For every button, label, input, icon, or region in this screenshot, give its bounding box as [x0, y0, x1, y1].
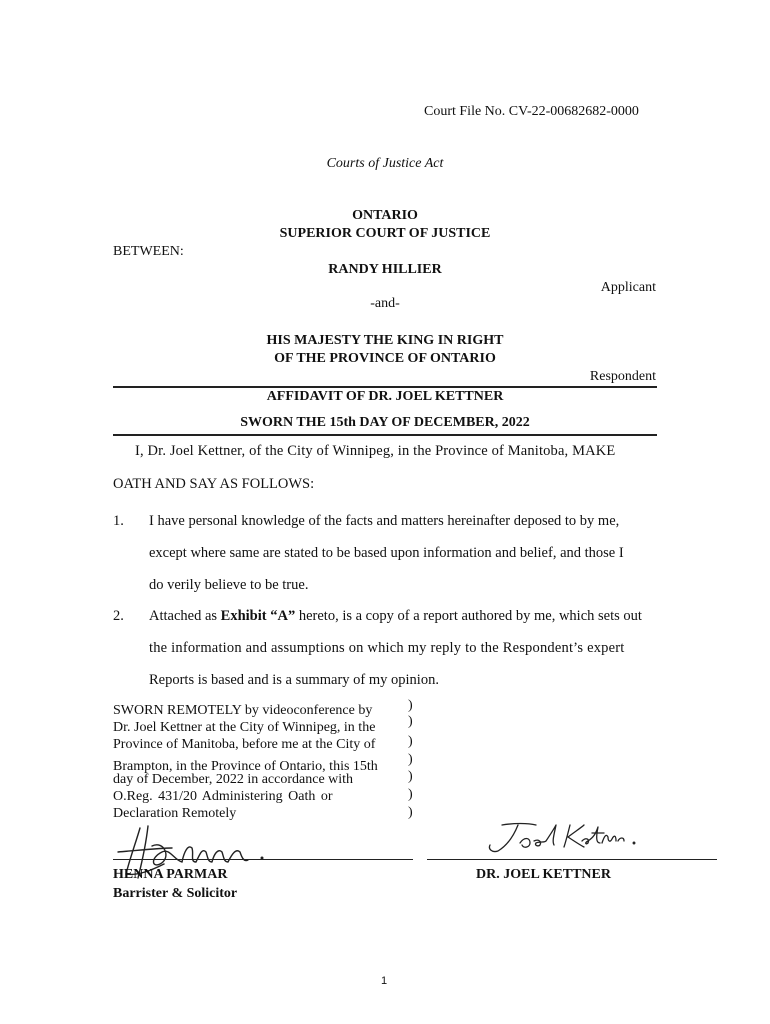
jurat-bracket: ) [408, 714, 413, 729]
applicant-role: Applicant [600, 280, 656, 295]
intro-line-2: OATH AND SAY AS FOLLOWS: [113, 476, 315, 492]
paragraph-1-number: 1. [113, 513, 124, 529]
paragraph-1-line-1: I have personal knowledge of the facts and matters hereinafter deposed to by me, [149, 513, 620, 529]
and-separator: -and- [370, 296, 400, 311]
paragraph-2-number: 2. [113, 608, 124, 624]
paragraph-1-line-3: do verily believe to be true. [149, 577, 309, 593]
exhibit-a-reference: Exhibit “A” [220, 608, 296, 624]
paragraph-2-line-1 [149, 608, 642, 625]
title-rule-top [113, 386, 657, 388]
between-label: BETWEEN: [113, 244, 184, 259]
jurat-line-2: Dr. Joel Kettner at the City of Winnipeg, in the [113, 720, 376, 735]
applicant-name: RANDY HILLIER [328, 262, 442, 277]
respondent-name-line1: HIS MAJESTY THE KING IN RIGHT [266, 333, 504, 348]
paragraph-2-line-1-post: hereto, is a copy of a report authored by me, which sets out [295, 608, 642, 624]
jurat-bracket: ) [408, 805, 413, 820]
deponent-signature [484, 815, 644, 865]
jurat-line-7: Declaration Remotely [113, 806, 237, 821]
court-jurisdiction: ONTARIO [352, 208, 418, 223]
paragraph-2-line-3: Reports is based and is a summary of my opinion. [149, 672, 439, 688]
court-file-number: Court File No. CV-22-00682682-0000 [424, 104, 639, 119]
commissioner-name: HENNA PARMAR [113, 867, 228, 882]
commissioner-title: Barrister & Solicitor [113, 886, 238, 901]
intro-line-1: I, Dr. Joel Kettner, of the City of Winnipeg, in the Province of Manitoba, MAKE [135, 443, 616, 459]
page-number: 1 [381, 975, 388, 987]
jurat-bracket: ) [408, 752, 413, 767]
jurat-bracket: ) [408, 769, 413, 784]
jurat-line-1: SWORN REMOTELY by videoconference by [113, 703, 373, 718]
jurat-line-6: O.Reg. 431/20 Administering Oath or [113, 789, 333, 804]
title-rule-bottom [113, 434, 657, 436]
deponent-signature-line [427, 859, 717, 860]
jurat-line-3: Province of Manitoba, before me at the City of [113, 737, 376, 752]
respondent-name-line2: OF THE PROVINCE OF ONTARIO [274, 351, 496, 366]
jurat-bracket: ) [408, 787, 413, 802]
jurat-bracket: ) [408, 734, 413, 749]
respondent-role: Respondent [589, 369, 656, 384]
deponent-name: DR. JOEL KETTNER [476, 867, 611, 882]
court-name: SUPERIOR COURT OF JUSTICE [279, 226, 491, 241]
paragraph-2-line-1-pre: Attached as [149, 608, 221, 624]
jurat-bracket: ) [408, 698, 413, 713]
jurat-line-4: Brampton, in the Province of Ontario, this 15th [113, 759, 378, 774]
paragraph-1-line-2: except where same are stated to be based upon information and belief, and those I [149, 545, 624, 561]
jurat-line-5: day of December, 2022 in accordance with [113, 772, 354, 787]
affidavit-title: AFFIDAVIT OF DR. JOEL KETTNER [266, 389, 504, 404]
commissioner-signature-line [113, 859, 413, 860]
affidavit-sworn-date: SWORN THE 15th DAY OF DECEMBER, 2022 [240, 415, 530, 430]
act-title: Courts of Justice Act [326, 156, 444, 171]
paragraph-2-line-2: the information and assumptions on which my reply to the Respondent’s expert [149, 640, 625, 656]
